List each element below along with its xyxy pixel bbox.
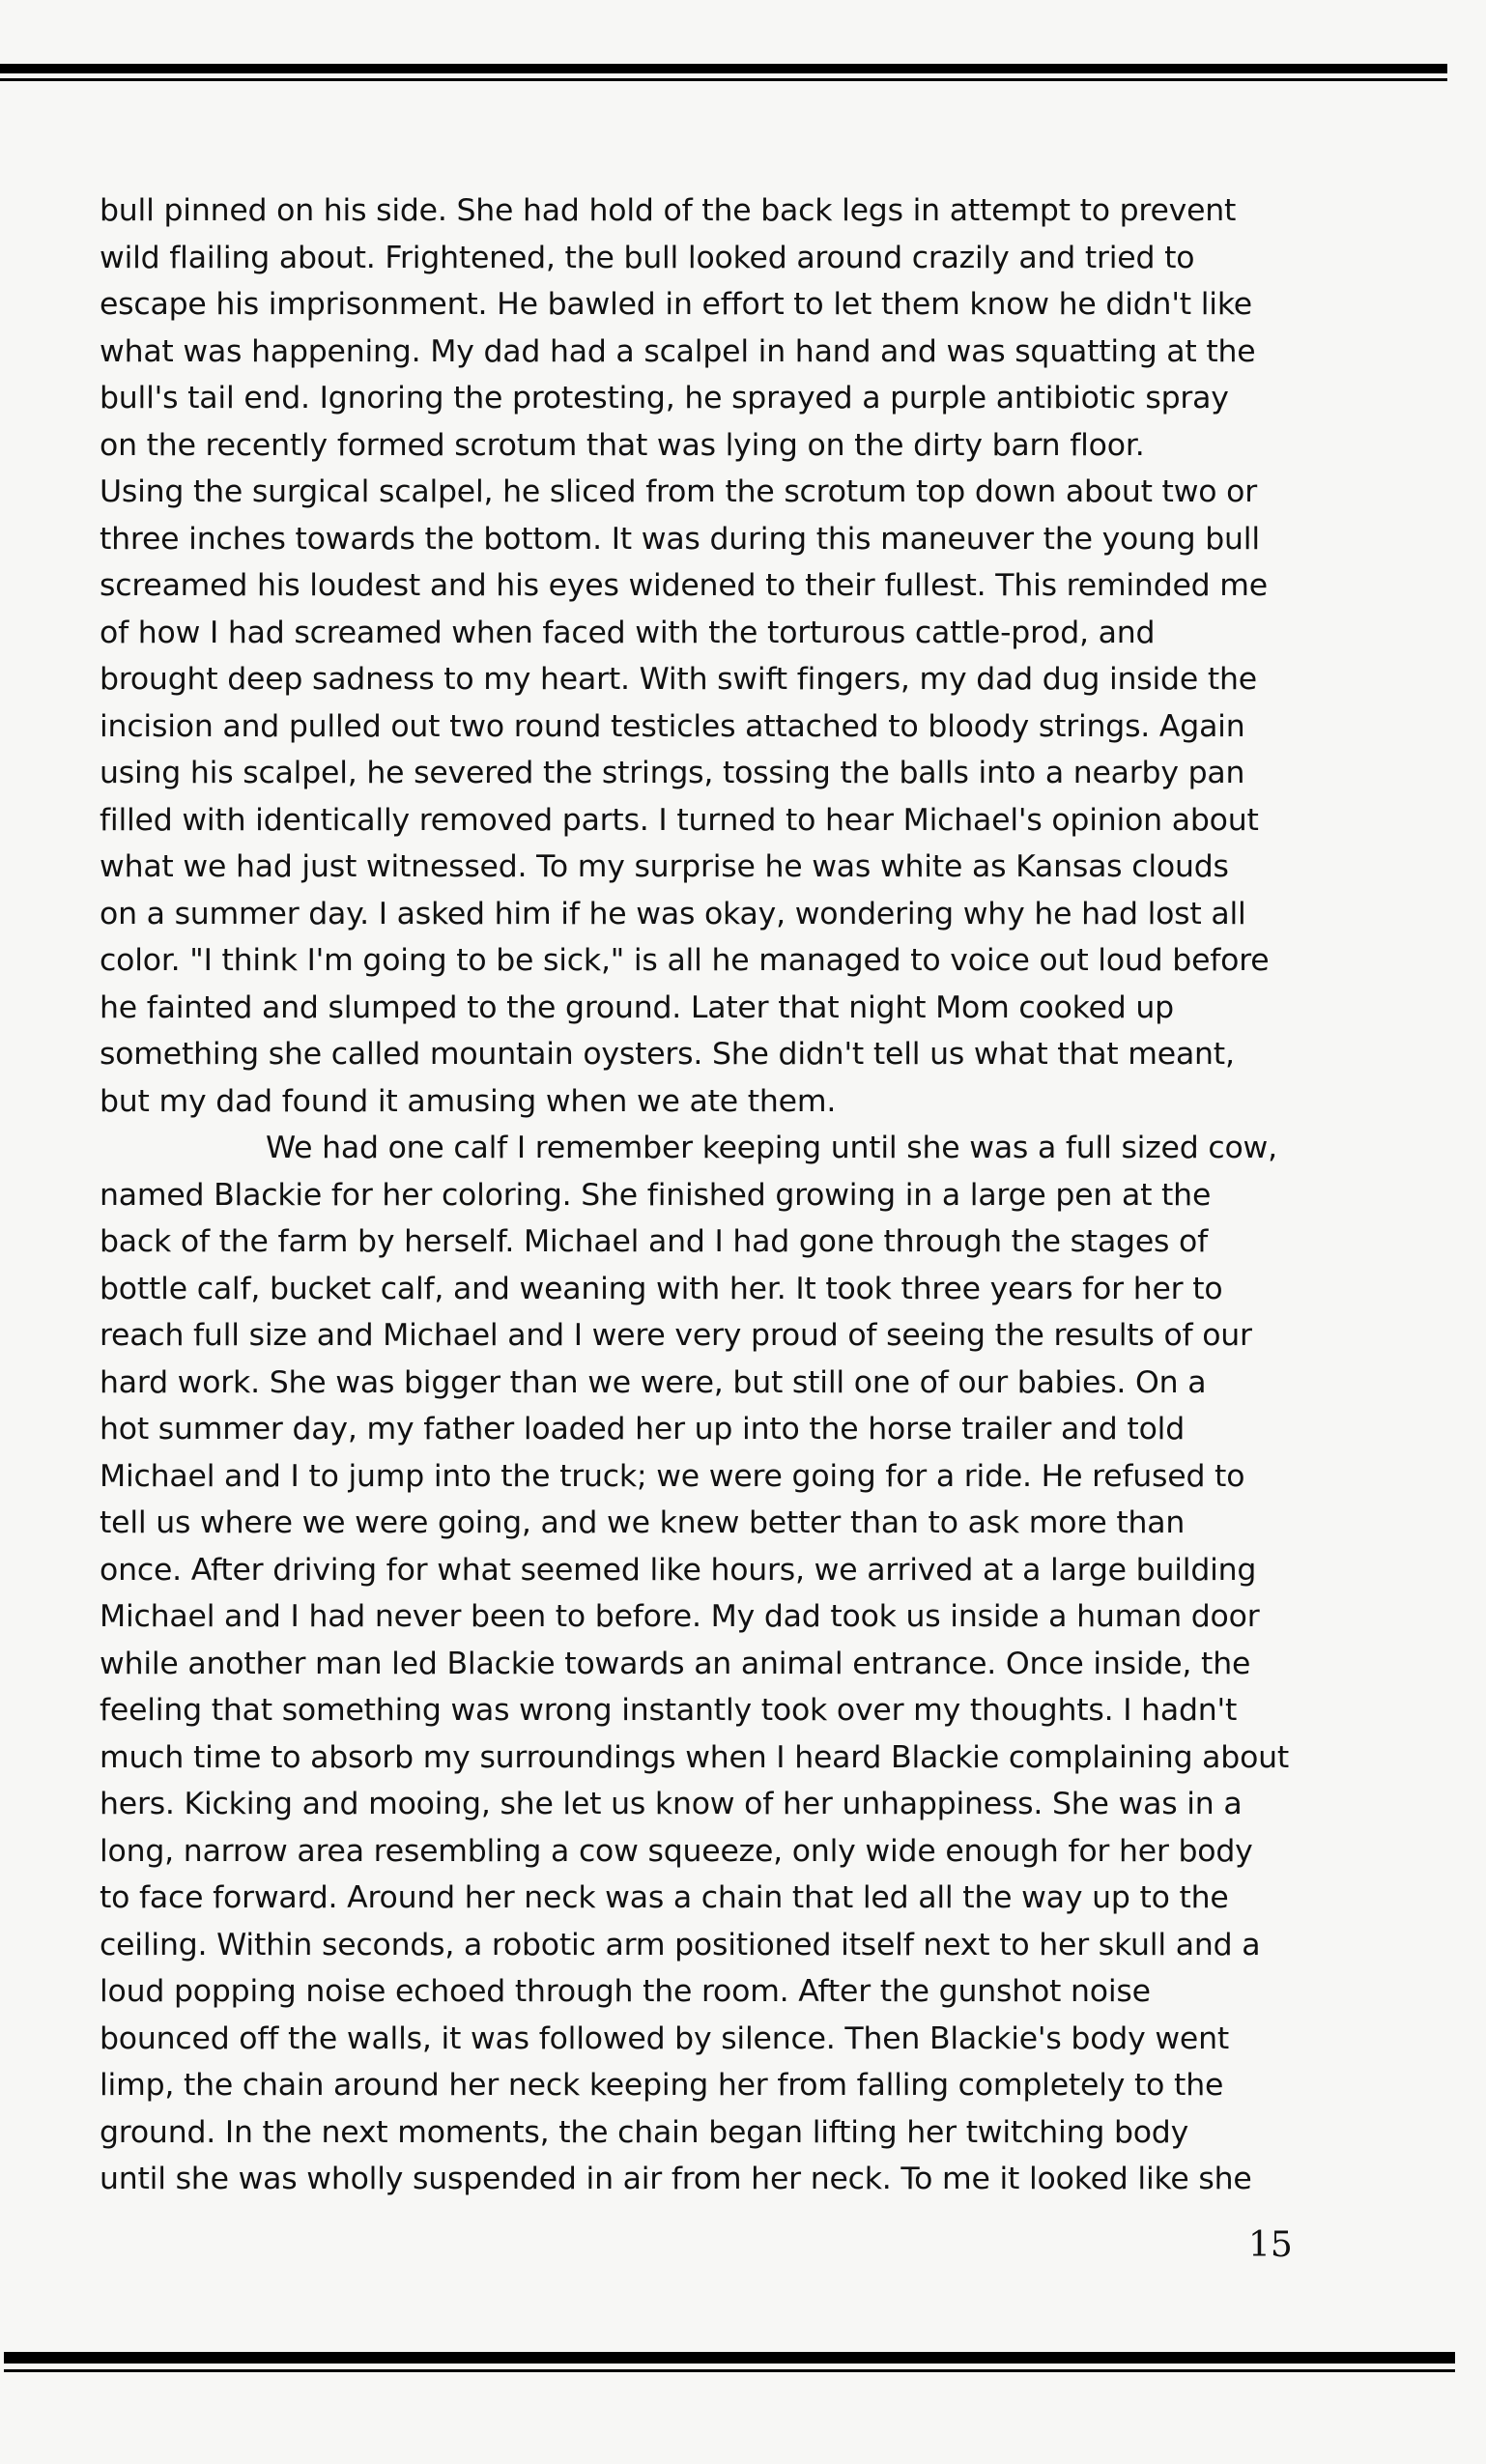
body-text (100, 187, 1298, 2203)
text-line: filled with identically removed parts. I turned to hear Michael's opinion about (100, 802, 1259, 838)
text-line: once. After driving for what seemed like hours, we arrived at a large building (100, 1552, 1257, 1588)
text-line: ground. In the next moments, the chain began lifting her twitching body (100, 2114, 1189, 2150)
text-line: ceiling. Within seconds, a robotic arm positioned itself next to her skull and a (100, 1927, 1261, 1963)
text-line: loud popping noise echoed through the room. After the gunshot noise (100, 1974, 1151, 2009)
text-line: escape his imprisonment. He bawled in effort to let them know he didn't like (100, 287, 1252, 322)
text-line: back of the farm by herself. Michael and I had gone through the stages of (100, 1224, 1209, 1259)
text-line: while another man led Blackie towards an animal entrance. Once inside, the (100, 1646, 1251, 1681)
text-line: tell us where we were going, and we knew better than to ask more than (100, 1505, 1186, 1540)
text-line: Michael and I to jump into the truck; we were going for a ride. He refused to (100, 1458, 1245, 1494)
text-line: Michael and I had never been to before. My dad took us inside a human door (100, 1599, 1260, 1634)
text-line: what was happening. My dad had a scalpel in hand and was squatting at the (100, 333, 1256, 369)
text-line: Using the surgical scalpel, he sliced from the scrotum top down about two or (100, 474, 1257, 509)
text-line: using his scalpel, he severed the strings, tossing the balls into a nearby pan (100, 756, 1245, 790)
text-line: three inches towards the bottom. It was during this maneuver the young bull (100, 521, 1260, 557)
text-line: on a summer day. I asked him if he was okay, wondering why he had lost all (100, 896, 1246, 931)
text-line: incision and pulled out two round testicles attached to bloody strings. Again (100, 708, 1245, 744)
text-line: hot summer day, my father loaded her up into the horse trailer and told (100, 1412, 1185, 1447)
text-line: long, narrow area resembling a cow squeeze, only wide enough for her body (100, 1833, 1253, 1869)
text-line: he fainted and slumped to the ground. Later that night Mom cooked up (100, 989, 1174, 1025)
bottom-rule-thick (4, 2352, 1455, 2364)
text-line: hers. Kicking and mooing, she let us know of her unhappiness. She was in a (100, 1787, 1243, 1821)
text-line: on the recently formed scrotum that was lying on the dirty barn floor. (100, 427, 1145, 463)
text-line: bounced off the walls, it was followed by silence. Then Blackie's body went (100, 2020, 1229, 2056)
top-rule-thick (0, 64, 1447, 73)
text-line: what we had just witnessed. To my surprise he was white as Kansas clouds (100, 849, 1229, 884)
top-rule-thin (0, 78, 1447, 81)
text-line: reach full size and Michael and I were very proud of seeing the results of our (100, 1318, 1252, 1353)
text-line: bull's tail end. Ignoring the protesting, he sprayed a purple antibiotic spray (100, 381, 1229, 415)
text-line: to face forward. Around her neck was a chain that led all the way up to the (100, 1880, 1229, 1915)
bottom-rule-thin (4, 2369, 1455, 2372)
text-line: hard work. She was bigger than we were, but still one of our babies. On a (100, 1364, 1207, 1400)
text-line: limp, the chain around her neck keeping her from falling completely to the (100, 2068, 1224, 2103)
text-line: wild flailing about. Frightened, the bull looked around crazily and tried to (100, 240, 1195, 275)
text-line: but my dad found it amusing when we ate them. (100, 1083, 837, 1119)
text-line: bottle calf, bucket calf, and weaning with her. It took three years for her to (100, 1271, 1223, 1306)
text-line: much time to absorb my surroundings when I heard Blackie complaining about (100, 1739, 1290, 1775)
text-line: until she was wholly suspended in air from her neck. To me it looked like she (100, 2162, 1252, 2196)
text-line: color. "I think I'm going to be sick," is all he managed to voice out loud before (100, 943, 1270, 978)
page-number: 15 (1248, 2225, 1293, 2265)
text-line: bull pinned on his side. She had hold of the back legs in attempt to prevent (100, 193, 1237, 228)
paragraph-start-line: We had one calf I remember keeping until she was a full sized cow, (266, 1131, 1277, 1165)
text-line: named Blackie for her coloring. She finished growing in a large pen at the (100, 1177, 1212, 1213)
text-line: screamed his loudest and his eyes widened to their fullest. This reminded me (100, 568, 1268, 603)
text-line: feeling that something was wrong instantly took over my thoughts. I hadn't (100, 1693, 1238, 1728)
text-line: of how I had screamed when faced with the torturous cattle-prod, and (100, 615, 1156, 650)
text-line: something she called mountain oysters. She didn't tell us what that meant, (100, 1037, 1235, 1072)
text-line: brought deep sadness to my heart. With swift fingers, my dad dug inside the (100, 662, 1257, 697)
